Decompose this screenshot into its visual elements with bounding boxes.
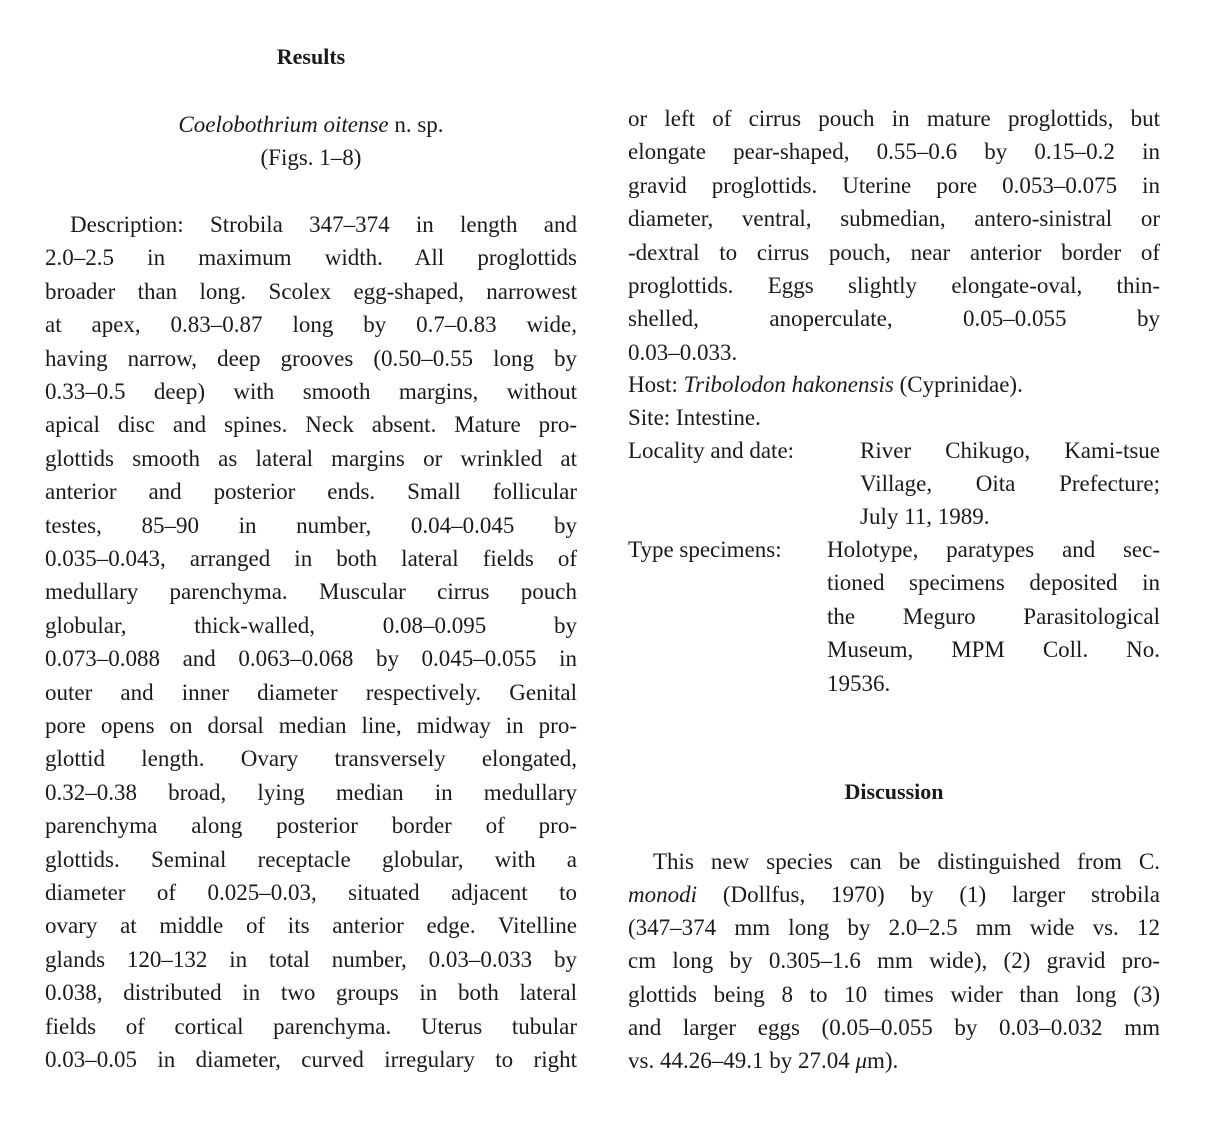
host-family: (Cyprinidae). [893, 372, 1023, 397]
discussion-text: m). [867, 1048, 899, 1073]
desc-line: 0.03–0.05 in diameter, curved irregulary to right [45, 1047, 577, 1072]
disc-line: cm long by 0.305–1.6 mm wide), (2) gravid pro- [628, 948, 1160, 974]
cont-line: elongate pear-shaped, 0.55–0.6 by 0.15–0.2 in [628, 139, 1160, 165]
desc-line: testes, 85–90 in number, 0.04–0.045 by [45, 512, 577, 538]
type-line: 19536. [827, 670, 891, 696]
locality-label: Locality and date: [628, 438, 795, 463]
desc-line: pore opens on dorsal median line, midway in pro- [45, 713, 577, 738]
type-line: tioned specimens deposited in [827, 570, 1160, 596]
figures-reference: (Figs. 1–8) [260, 145, 362, 170]
cont-line: proglottids. Eggs slightly elongate-oval, thin- [628, 273, 1160, 298]
cont-line: -dextral to cirrus pouch, near anterior border of [628, 239, 1160, 265]
locality-line: July 11, 1989. [860, 504, 990, 530]
desc-line: apical disc and spines. Neck absent. Mature pro- [45, 412, 577, 438]
discussion-text: (Dollfus, 1970) by (1) larger strobila [697, 882, 1160, 907]
locality-line: Village, Oita Prefecture; [860, 471, 1160, 497]
species-title [45, 112, 577, 138]
desc-line: fields of cortical parenchyma. Uterus tubular [45, 1013, 577, 1039]
desc-line: outer and inner diameter respectively. Genital [45, 679, 577, 705]
species-name-monodi: monodi [628, 882, 697, 907]
desc-line: 0.32–0.38 broad, lying median in medullary [45, 779, 577, 805]
desc-line: 0.038, distributed in two groups in both lateral [45, 980, 577, 1006]
discussion-text: vs. 44.26–49.1 by 27.04 [628, 1048, 856, 1073]
desc-line: parenchyma along posterior border of pro- [45, 813, 577, 839]
site-line: Site: Intestine. [628, 405, 761, 430]
host-label: Host: [628, 372, 684, 397]
disc-line: (347–374 mm long by 2.0–2.5 mm wide vs. 12 [628, 915, 1160, 940]
desc-line: 0.035–0.043, arranged in both lateral fields of [45, 546, 577, 571]
desc-line: glands 120–132 in total number, 0.03–0.033 by [45, 946, 577, 972]
discussion-heading: Discussion [844, 779, 944, 804]
type-line: the Meguro Parasitological [827, 603, 1160, 629]
species-suffix: n. sp. [388, 112, 444, 137]
disc-line: and larger eggs (0.05–0.055 by 0.03–0.032 mm [628, 1014, 1160, 1040]
cont-line: diameter, ventral, submedian, antero-sinistral or [628, 206, 1160, 232]
desc-line: at apex, 0.83–0.87 long by 0.7–0.83 wide, [45, 312, 577, 338]
desc-line: glottids smooth as lateral margins or wrinkled at [45, 445, 577, 471]
desc-line: broader than long. Scolex egg-shaped, narrowest [45, 278, 577, 304]
desc-line: having narrow, deep grooves (0.50–0.55 long by [45, 345, 577, 371]
desc-line: globular, thick-walled, 0.08–0.095 by [45, 612, 577, 638]
host-line [628, 368, 1160, 401]
cont-line: gravid proglottids. Uterine pore 0.053–0.075 in [628, 172, 1160, 198]
desc-line: Description: Strobila 347–374 in length and [70, 212, 577, 237]
cont-line: shelled, anoperculate, 0.05–0.055 by [628, 306, 1160, 332]
locality-line: River Chikugo, Kami-tsue [860, 438, 1160, 463]
discussion-line: This new species can be distinguished from C. [653, 849, 1160, 874]
disc-line: glottids being 8 to 10 times wider than long (3) [628, 981, 1160, 1007]
desc-line: glottid length. Ovary transversely elongated, [45, 746, 577, 772]
desc-line: 2.0–2.5 in maximum width. All proglottids [45, 245, 577, 271]
species-name: Coelobothrium oitense [178, 112, 389, 137]
desc-line: medullary parenchyma. Muscular cirrus pouch [45, 579, 577, 605]
cont-line: 0.03–0.033. [628, 339, 738, 365]
micro-symbol: μ [855, 1048, 867, 1073]
desc-line: 0.073–0.088 and 0.063–0.068 by 0.045–0.055 in [45, 646, 577, 672]
discussion-line [628, 878, 1160, 911]
host-species: Tribolodon hakonensis [683, 372, 894, 397]
desc-line: glottids. Seminal receptacle globular, with a [45, 846, 577, 872]
desc-line: anterior and posterior ends. Small follicular [45, 479, 577, 505]
type-specimens-label: Type specimens: [628, 537, 782, 562]
results-heading: Results [276, 44, 346, 69]
type-line: Museum, MPM Coll. No. [827, 637, 1160, 663]
desc-line: diameter of 0.025–0.03, situated adjacent to [45, 880, 577, 905]
discussion-line [628, 1044, 1160, 1077]
desc-line: ovary at middle of its anterior edge. Vitelline [45, 913, 577, 939]
type-line: Holotype, paratypes and sec- [827, 537, 1160, 562]
desc-line: 0.33–0.5 deep) with smooth margins, without [45, 379, 577, 404]
cont-line: or left of cirrus pouch in mature proglottids, but [628, 106, 1160, 131]
